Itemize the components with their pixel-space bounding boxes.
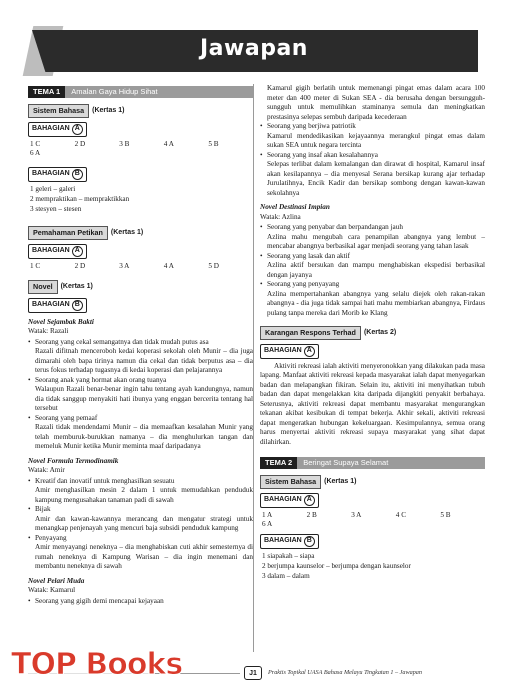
answer-grid: [30, 140, 253, 159]
trait-bullet: • Kreatif dan inovatif untuk menghasilkan sesuatu: [28, 477, 253, 487]
page-title: Jawapan: [200, 36, 308, 61]
trait-explanation: Azlina mahu mengubah cara penampilan abangnya yang lembut – mencabar abangnya berbasikal agar menjadi seorang yang tahan lasak: [267, 232, 485, 250]
section-title: Novel: [28, 280, 58, 294]
answer-item: 4 C: [395, 510, 406, 519]
tema-number: TEMA 1: [28, 86, 65, 98]
bahagian-letter: B: [304, 536, 315, 547]
trait-bullet: • Seorang yang pemaaf: [28, 414, 253, 424]
bahagian-letter: A: [72, 124, 83, 135]
section-paper: (Kertas 1): [324, 478, 357, 486]
trait-bullet: • Seorang yang cekal semangatnya dan tidak mudah putus asa: [28, 338, 253, 348]
essay-answer: Aktiviti rekreasi ialah aktiviti menyeronokkan yang dilakukan pada masa lapang. Manfaat aktiviti rekreasi kepada masyarakat ialah dapat menyegarkan badan dan melapangkan fikiran. Selain itu, aktiviti ini menyihatkan tubuh badan dan dapat mengelakkan kita daripada dijangkiti penyakit berbahaya. Seterusnya, aktiviti rekreasi dapat membantu masyarakat mengurangkan tekanan akibat kesibukan di tempat bekerja. Akhir sekali, aktiviti rekreasi dapat mengeratkan hubungan kekeluargaan. Kesimpulannya, semua orang harus menyertai aktiviti rekreasi supaya masyarakat yang sihat dapat dilahirkan.: [260, 361, 485, 446]
answer-item: 6 A: [262, 520, 273, 528]
bahagian-label: BAHAGIAN: [264, 496, 302, 504]
trait-explanation: Amir dan kawan-kawannya merancang dan mengatur strategi untuk menangkap penjenayah yang mencuri baja subsidi penduduk kampung: [35, 514, 253, 532]
answer-item: 2 D: [74, 261, 86, 270]
novel-watak: Watak: Azlina: [260, 212, 301, 221]
bahagian-label: BAHAGIAN: [264, 347, 302, 355]
answer-item: 3 A: [351, 510, 362, 519]
bahagian-label: BAHAGIAN: [32, 170, 70, 178]
list-item: 2 berjumpa kaunselor – berjumpa dengan kaunselor: [262, 561, 411, 570]
tema-title: Beringat Supaya Selamat: [297, 457, 485, 469]
section-novel: [28, 280, 253, 294]
tema-1-header: [28, 86, 253, 98]
section-sistem-bahasa: [28, 104, 253, 118]
answer-grid: [30, 262, 253, 272]
trait-explanation: Walaupun Razali benar-benar ingin tahu tentang ayah kandungnya, namun dia tidak sanggup menyakiti hati ibunya yang enggan bercerita tentang hal tersebut: [35, 385, 253, 412]
list-item: 3 stesyen – stesen: [30, 204, 82, 213]
trait-explanation: Razali tidak mendendami Munir – dia memaafkan kesalahan Munir yang telah memburuk-burukkan namanya – dia menghulurkan tangan dan memeluk Munir ketika Munir meminta maaf daripadanya: [35, 423, 253, 450]
bahagian-label: BAHAGIAN: [32, 125, 70, 133]
novel-title: Novel Pelari Muda: [28, 576, 85, 585]
novel-watak: Watak: Amir: [28, 466, 65, 474]
novel-watak: Watak: Razali: [28, 327, 69, 335]
section-title: Pemahaman Petikan: [28, 226, 108, 240]
answer-grid: [262, 511, 485, 530]
answer-item: 3 A: [119, 261, 130, 270]
trait-explanation: Razali difitnah menceroboh kedai koperasi sekolah oleh Munir – dia juga dimarahi oleh bapa tirinya namun dia cekal dan tidak berputus asa – dia terus fokus terhadap tugasnya di kedai koperasi dan pelajarannya: [35, 347, 253, 374]
list-item: 1 siapakah – siapa: [262, 551, 315, 560]
answer-item: 2 D: [74, 139, 86, 148]
section-paper: (Kertas 1): [110, 229, 144, 237]
bahagian-a: [28, 122, 253, 137]
answer-item: 2 B: [306, 510, 317, 519]
novel-watak: Watak: Kamarul: [28, 586, 76, 594]
trait-bullet: • Seorang yang penyabar dan berpandangan jauh: [260, 223, 485, 233]
section-karangan: [260, 326, 485, 340]
list-item: 2 mempraktikan – mempraktikkan: [30, 194, 130, 203]
trait-explanation: Selepas terlibat dalam kemalangan dan dirawat di hospital, Kamarul insaf akan kesilapannya – dia menyesal Serana bersikap kurang ajar terhadap Jurulatihnya, Encik Kadir dan bersikap sombong dengan kawan-kawan sekolahnya: [267, 160, 485, 197]
trait-explanation: Kamarul mendedikasikan kejayaannya merangkul pingat emas dalam sukan SEA untuk negara tercinta: [267, 131, 485, 149]
bahagian-letter: B: [72, 169, 83, 180]
answer-item: 1 A: [262, 510, 273, 519]
bahagian-letter: A: [304, 346, 315, 357]
answer-item: 4 A: [163, 261, 174, 270]
answer-item: 1 C: [30, 261, 41, 270]
list-item: 1 geleri – galeri: [30, 184, 76, 193]
tema-title: Amalan Gaya Hidup Sihat: [65, 86, 253, 98]
bahagian-a: [28, 244, 253, 259]
left-column: [28, 86, 253, 606]
answer-item: 3 B: [119, 139, 130, 148]
trait-bullet: • Bijak: [28, 505, 253, 515]
section-title: Sistem Bahasa: [28, 104, 89, 118]
trait-bullet: • Seorang yang gigih demi mencapai kejayaan: [28, 597, 253, 607]
section-paper: (Kertas 2): [363, 329, 397, 337]
bahagian-a: [260, 493, 485, 508]
trait-explanation: Azlina mempertahankan abangnya yang selalu diejek oleh rakan-rakan abangnya - dia juga tidak sampai hati mahu membiarkan abangnya, Firdaus pulang tanpa mereka dari Morib ke Klang: [267, 289, 485, 317]
novel-title: Novel Formula Termodinamik: [28, 456, 119, 465]
novel-title: Novel Destinasi Impian: [260, 203, 330, 211]
section-title: Karangan Respons Terhad: [260, 326, 361, 340]
tema-number: TEMA 2: [260, 457, 297, 469]
trait-explanation: Amir menyayangi neneknya – dia menghabiskan cuti akhir semesternya di rumah neneknya di Kampung Warisan – dia ingin menemani dan membantu neneknya di sawah: [35, 543, 253, 570]
bahagian-b: [260, 534, 485, 549]
logo-text: TOP Books: [11, 647, 183, 682]
answer-item: 4 A: [163, 139, 174, 148]
novel-title: Novel Sejambak Bakti: [28, 317, 94, 326]
answer-item: 5 B: [440, 510, 451, 519]
bahagian-b: [28, 167, 253, 182]
section-paper: (Kertas 1): [92, 107, 125, 115]
trait-explanation: Amir menghasilkan mesin 2 dalam 1 untuk memudahkan penduduk kampung mengusahakan tanaman padi di sawah: [35, 486, 253, 504]
bahagian-label: BAHAGIAN: [264, 537, 302, 545]
column-divider: [253, 84, 254, 652]
trait-bullet: • Seorang anak yang hormat akan orang tuanya: [28, 376, 253, 386]
trait-bullet: • Seorang yang penyayang: [260, 280, 485, 290]
bahagian-label: BAHAGIAN: [32, 301, 70, 309]
bahagian-letter: B: [72, 300, 83, 311]
bahagian-b: [28, 298, 253, 313]
trait-bullet: • Seorang yang insaf akan kesalahannya: [260, 151, 485, 161]
section-sistem-bahasa: [260, 475, 485, 489]
footer-book-title: Praktis Topikal UASA Bahasa Melayu Tingkatan 1 – Jawapan: [268, 669, 422, 676]
answer-item: 6 A: [30, 149, 41, 157]
trait-bullet: • Penyayang: [28, 534, 253, 544]
bahagian-letter: A: [72, 246, 83, 257]
correction-list: [30, 185, 253, 215]
section-paper: (Kertas 1): [60, 283, 93, 291]
correction-list: [262, 552, 485, 582]
tema-2-header: [260, 457, 485, 469]
section-title: Sistem Bahasa: [260, 475, 321, 489]
page-number: J1: [244, 666, 262, 680]
trait-bullet: • Seorang yang berjiwa patriotik: [260, 122, 485, 132]
answer-item: 5 B: [208, 139, 219, 148]
list-item: 3 dalam – dalam: [262, 571, 310, 580]
answer-item: 1 C: [30, 139, 41, 148]
trait-explanation: Kamarul gigih berlatih untuk memenangi pingat emas dalam acara 100 meter dan 400 meter di Sukan SEA - dia berusaha dengan bersungguh-sungguh untuk memulihkan staminanya semula dan meningkatkan prestasinya selepas sembuh daripada kecederaan: [267, 84, 485, 121]
bahagian-letter: A: [304, 495, 315, 506]
section-pemahaman: [28, 226, 253, 240]
topbooks-logo: [3, 636, 183, 686]
answer-item: 5 D: [208, 261, 219, 270]
right-column: [260, 84, 485, 582]
trait-bullet: • Seorang yang lasak dan aktif: [260, 252, 485, 262]
bahagian-a: [260, 344, 485, 359]
bahagian-label: BAHAGIAN: [32, 247, 70, 255]
trait-explanation: Azlina aktif bersukan dan mampu menghabiskan ekspedisi berbasikal dengan jayanya: [267, 261, 485, 279]
